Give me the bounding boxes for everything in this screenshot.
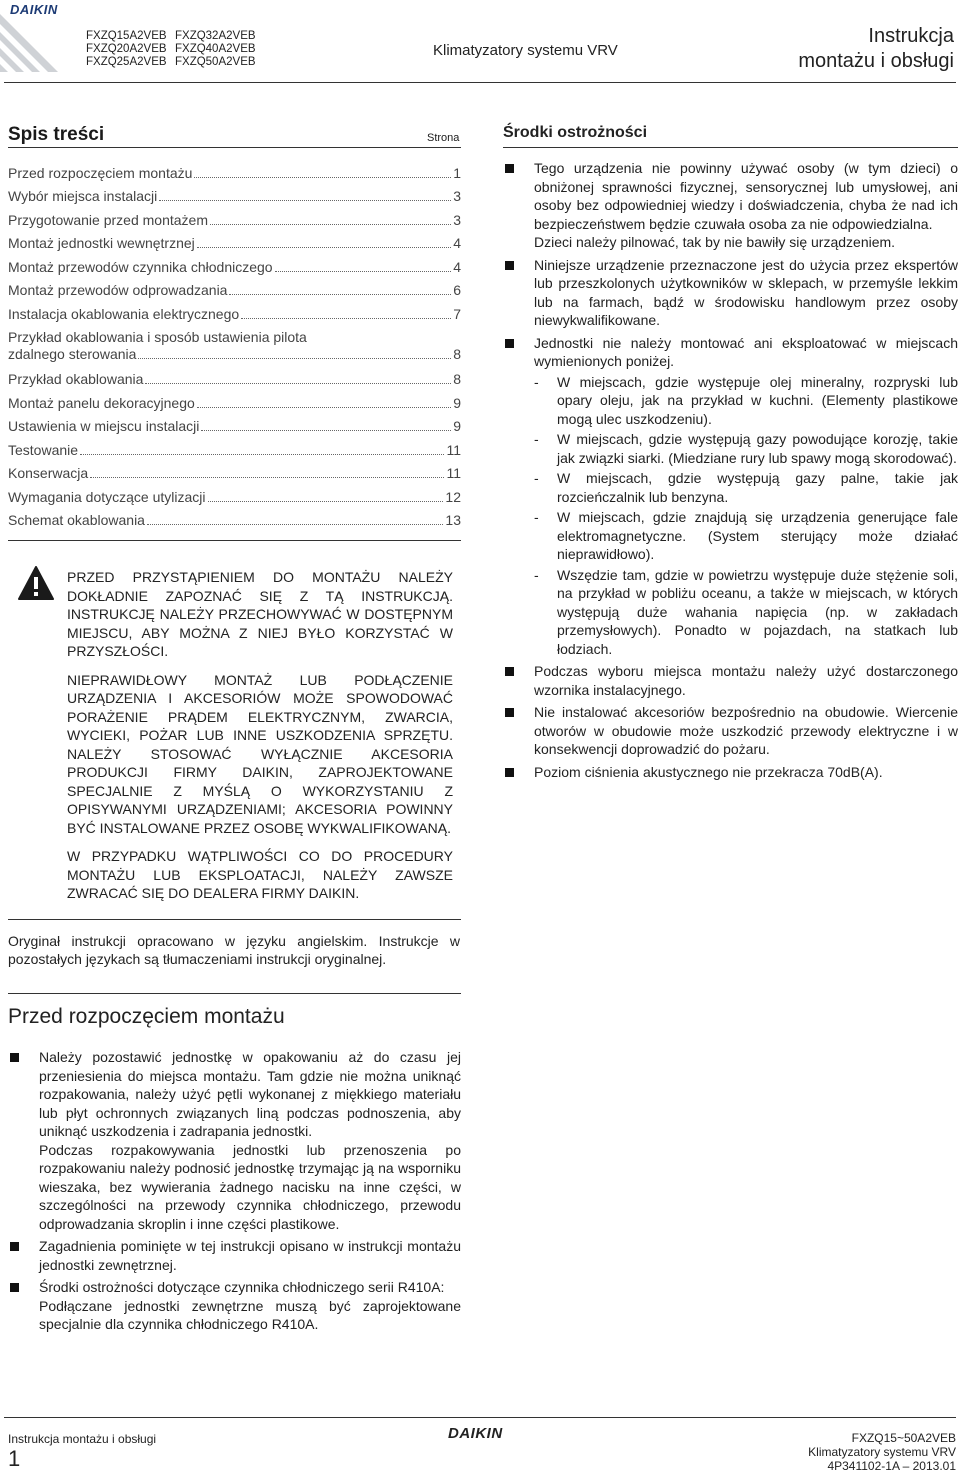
bullet-square-icon: [505, 164, 514, 173]
list-item: Nie instalować akcesoriów bezpośrednio na obudowie. Wiercenie otworów w obudowie może uszkodzić przewody elektryczne i w konsekwencji doprowadzić do pożaru.: [503, 703, 958, 759]
toc-entry[interactable]: Przykład okablowania 8: [8, 371, 461, 387]
toc-entry[interactable]: Montaż przewodów odprowadzania 6: [8, 282, 461, 298]
model-code: FXZQ25A2VEB: [86, 56, 167, 68]
footer-series: Klimatyzatory systemu VRV: [808, 1445, 956, 1459]
bullet-square-icon: [505, 339, 514, 348]
list-item: Jednostki nie należy montować ani eksploatować w miejscach wymienionych poniżej. - W miejscach, gdzie występuje olej mineralny, rozpryski lub opary oleju, jak na przykład w kuchni. (Elementy plastikowe mogą ulec uszkodzeniu). - W miejscach, gdzie występują gazy powodujące korozję, takie jak związki siarki. (Miedziane rury lub spawy mogą skorodować). - W miejscach, gdzie występują gazy palne, takie jak rozcieńczalnik lub benzyna. - W miejscach, gdzie znajdują się urządzenia generujące fale elektromagnetyczne. (System sterujący może działać nieprawidłowo). - Wszędzie tam, gdzie w powietrzu występuje duże stężenie soli, na przykład w pobliżu oceanu, a także w miejscach, w których występują duże wahania napięcia (np. w zakładach przemysłowych). Ponadto w pojazdach, na statkach lub łodziach.: [503, 334, 958, 659]
bullet-square-icon: [10, 1053, 19, 1062]
bullet-square-icon: [505, 261, 514, 270]
list-item: Podczas wyboru miejsca montażu należy użyć dostarczonego wzornika instalacyjnego.: [503, 662, 958, 699]
title-line: Instrukcja: [868, 25, 954, 47]
footer-rule: [4, 1417, 956, 1418]
warning-paragraph: PRZED PRZYSTĄPIENIEM DO MONTAŻU NALEŻY DOKŁADNIE ZAPOZNAĆ SIĘ Z TĄ INSTRUKCJĄ. INSTRUKCJĘ NALEŻY PRZECHOWYWAĆ W DOSTĘPNYM MIEJSCU, ABY MOŻNA Z NIEJ BYŁO KORZYSTAĆ W PRZYSZŁOŚCI.: [67, 569, 453, 659]
warning-top-rule: [8, 540, 461, 541]
model-code: FXZQ50A2VEB: [175, 56, 256, 68]
translation-note: Oryginał instrukcji opracowano w języku angielskim. Instrukcje w pozostałych językach są tłumaczeniami instrukcji oryginalnej.: [8, 933, 460, 967]
toc-entry[interactable]: Wymagania dotyczące utylizacji 12: [8, 488, 461, 505]
list-item: Środki ostrożności dotyczące czynnika chłodniczego serii R410A: Podłączane jednostki zewnętrzne muszą być zaprojektowane specjalnie dla czynnika chłodniczego R410A.: [8, 1278, 461, 1334]
footer-doc-name: Instrukcja montażu i obsługi: [8, 1432, 157, 1446]
title-line: montażu i obsługi: [798, 50, 954, 72]
sub-list-item: - W miejscach, gdzie występuje olej mineralny, rozpryski lub opary oleju, jak na przykład w kuchni. (Elementy plastikowe mogą ulec uszkodzeniu).: [534, 373, 958, 427]
toc-entry[interactable]: Montaż panelu dekoracyjnego 9: [8, 394, 461, 411]
before-install-list: [8, 1048, 461, 1338]
precautions-rule: [503, 147, 958, 148]
toc-entry[interactable]: Konserwacja 11: [8, 465, 461, 481]
toc-entry[interactable]: Testowanie 11: [8, 441, 461, 458]
sub-list-item: - W miejscach, gdzie występują gazy palne, takie jak rozcieńczalnik lub benzyna.: [534, 470, 958, 505]
sub-list-item: - W miejscach, gdzie znajdują się urządzenia generujące fale elektromagnetyczne. (System sterujący może działać nieprawidłowo).: [534, 509, 958, 562]
section-heading: Przed rozpoczęciem montażu: [8, 1005, 285, 1028]
list-item: Tego urządzenia nie powinny używać osoby (w tym dzieci) o obniżonej sprawności fizycznej, sensorycznej lub umysłowej, ani osoby bez odpowiedniej wiedzy i doświadczenia, chyba że nad ich bezpieczeństwem będzie czuwała osoba za nie odpowiedzialna. Dzieci należy pilnować, tak by nie bawiły się urządzeniem.: [503, 159, 958, 252]
toc-entry[interactable]: Przykład okablowania i sposób ustawienia pilota zdalnego sterowania 8: [8, 328, 461, 362]
sub-list-item: - Wszędzie tam, gdzie w powietrzu występuje duże stężenie soli, na przykład w pobliżu oceanu, a także w miejscach, w których występują duże wahania napięcia (np. w zakładach przemysłowych). Ponadto w pojazdach, na statkach lub łodziach.: [534, 566, 958, 657]
toc-entry[interactable]: Ustawienia w miejscu instalacji 9: [8, 418, 461, 434]
footer-brand-logo: DAIKIN: [448, 1425, 503, 1442]
warning-bottom-rule: [8, 919, 461, 920]
toc-entry[interactable]: Montaż przewodów czynnika chłodniczego 4: [8, 258, 461, 275]
toc-rule: [8, 147, 461, 148]
warning-icon: [18, 566, 54, 605]
precautions-list: [503, 159, 958, 785]
series-name: Klimatyzatory systemu VRV: [433, 42, 618, 59]
toc-entry[interactable]: Instalacja okablowania elektrycznego 7: [8, 305, 461, 322]
list-item: Zagadnienia pominięte w tej instrukcji opisano w instrukcji montażu jednostki zewnętrznej.: [8, 1237, 461, 1274]
list-item: Należy pozostawić jednostkę w opakowaniu aż do czasu jej przeniesienia do miejsca montażu. Tam gdzie nie można uniknąć rozpakowania, należy użyć pętli wykonanej z miękkiego materiału lub płyt ochronnych związanych liną podczas podnoszenia, aby uniknąć uszkodzenia i zadrapania jednostki. Podczas rozpakowywania jednostki lub przenoszenia po rozpakowaniu należy podnosić jednostkę trzymając ją na wsporniku wieszaka, bez wywierania żadnego nacisku na inne części, w szczególności na przewody czynnika chłodniczego, przewodu odprowadzania skroplin i inne części plastikowe.: [8, 1048, 461, 1233]
toc-page-column-label: Strona: [427, 132, 460, 144]
precautions-heading: Środki ostrożności: [503, 124, 648, 141]
bullet-square-icon: [505, 708, 514, 717]
warning-paragraph: W PRZYPADKU WĄTPLIWOŚCI CO DO PROCEDURY MONTAŻU LUB EKSPLOATACJI, NALEŻY ZAWSZE ZWRACAĆ SIĘ DO DEALERA FIRMY DAIKIN.: [67, 848, 453, 901]
bullet-square-icon: [10, 1242, 19, 1251]
model-code: FXZQ32A2VEB: [175, 30, 256, 42]
bullet-square-icon: [10, 1283, 19, 1292]
footer-doc-code: 4P341102-1A – 2013.01: [827, 1459, 956, 1473]
section-rule: [8, 993, 461, 994]
model-code: FXZQ40A2VEB: [175, 43, 256, 55]
model-list-col2: [175, 30, 256, 69]
toc-heading: Spis treści: [8, 124, 105, 145]
page-number: 1: [8, 1446, 21, 1471]
toc-entry[interactable]: Montaż jednostki wewnętrznej 4: [8, 235, 461, 251]
bullet-square-icon: [505, 768, 514, 777]
toc-entry[interactable]: Schemat okablowania 13: [8, 512, 461, 528]
footer-model-range: FXZQ15~50A2VEB: [851, 1431, 956, 1445]
toc-entry[interactable]: Wybór miejsca instalacji 3: [8, 188, 461, 204]
model-code: FXZQ20A2VEB: [86, 43, 167, 55]
warning-text: [67, 568, 453, 913]
sub-list-item: - W miejscach, gdzie występują gazy powodujące korozję, takie jak związki siarki. (Miedziane rury lub spawy mogą skorodować).: [534, 431, 958, 466]
toc-entry[interactable]: Przed rozpoczęciem montażu 1: [8, 164, 461, 181]
header-rule: [4, 82, 956, 83]
warning-paragraph: NIEPRAWIDŁOWY MONTAŻ LUB PODŁĄCZENIE URZĄDZENIA I AKCESORIÓW MOŻE SPOWODOWAĆ PORAŻENIE PRĄDEM ELEKTRYCZNYM, ZWARCIA, WYCIEKI, POŻAR LUB INNE USZKODZENIA SPRZĘTU. NALEŻY STOSOWAĆ WYŁĄCZNIE AKCESORIA PRODUKCJI FIRMY DAIKIN, ZAPROJEKTOWANE SPECJALNIE Z MYŚLĄ O WYKORZYSTANIU Z OPISYWANYMI URZĄDZENIAMI; AKCESORIA POWINNY BYĆ INSTALOWANE PRZEZ OSOBĘ WYKWALIFIKOWANĄ.: [67, 671, 453, 836]
model-code: FXZQ15A2VEB: [86, 30, 167, 42]
brand-logo: DAIKIN: [10, 2, 58, 17]
list-item: Poziom ciśnienia akustycznego nie przekracza 70dB(A).: [503, 763, 958, 782]
document-title: [798, 24, 954, 74]
bullet-square-icon: [505, 667, 514, 676]
table-of-contents: [8, 158, 461, 529]
list-item: Niniejsze urządzenie przeznaczone jest do użycia przez ekspertów lub przeszkolonych użytkowników w sklepach, w przemyśle lekkim lub na farmach, bądź w środowisku handlowym przez osoby niewykwalifikowane.: [503, 256, 958, 330]
toc-entry[interactable]: Przygotowanie przed montażem 3: [8, 211, 461, 228]
model-list-col1: [86, 30, 167, 69]
footer-meta: [808, 1431, 956, 1473]
